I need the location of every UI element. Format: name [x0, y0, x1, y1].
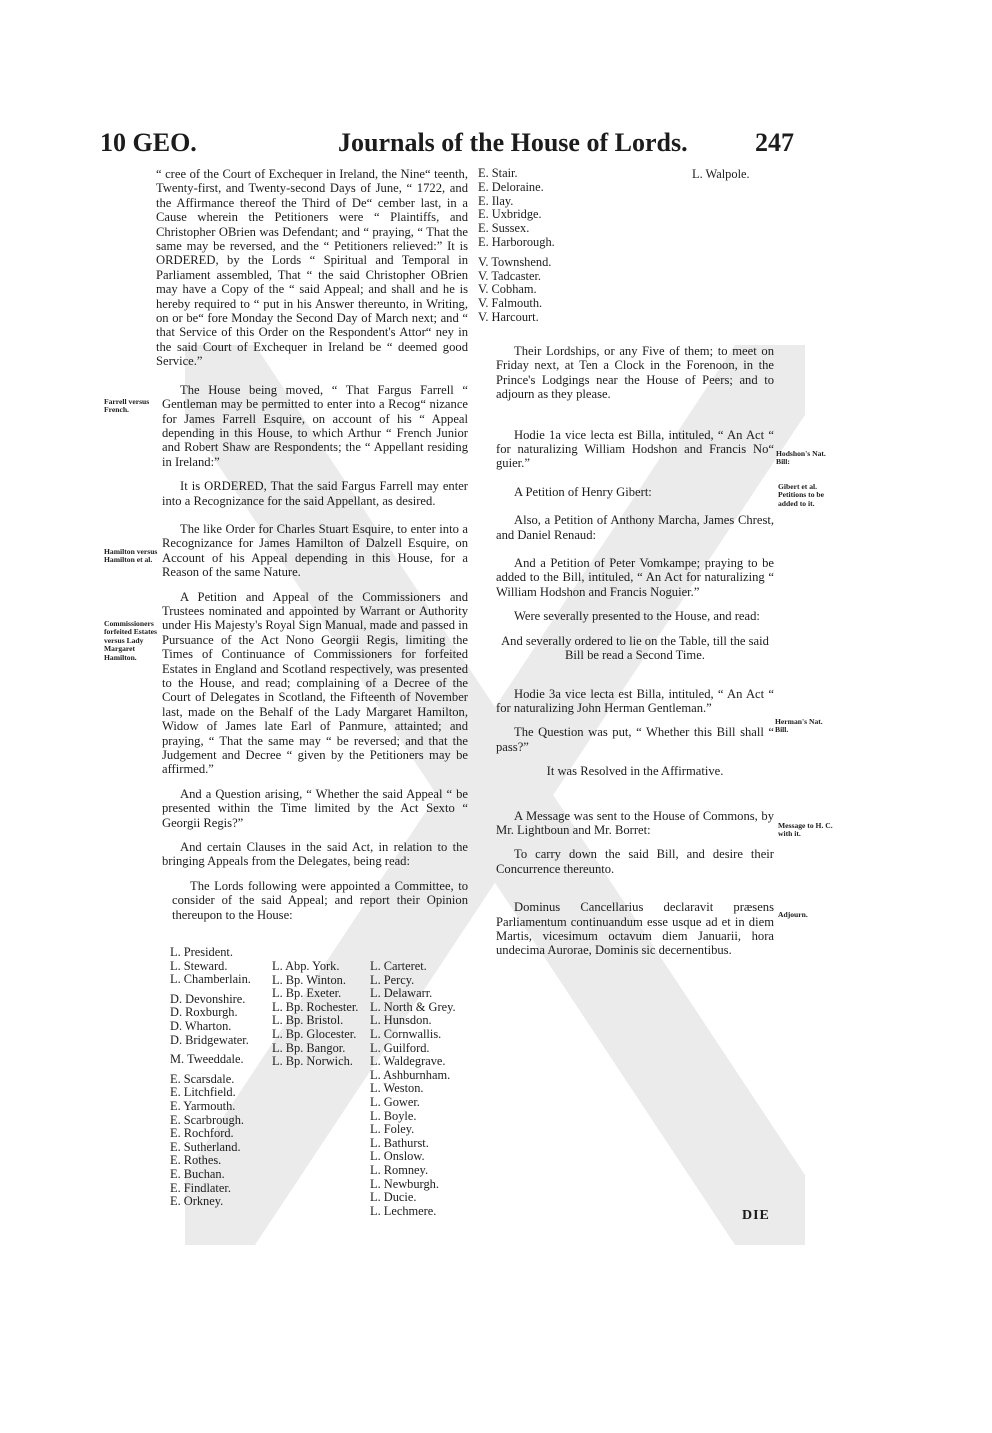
- lord-entry: E. Scarbrough.: [170, 1112, 244, 1127]
- lord-entry: L. Bp. Norwich.: [272, 1054, 353, 1069]
- paragraph-marcha-petition: Also, a Petition of Anthony Marcha, James Chrest, and Daniel Renaud:: [496, 513, 774, 542]
- lord-entry: L. Bp. Exeter.: [272, 986, 342, 1001]
- lord-entry: V. Falmouth.: [478, 296, 543, 311]
- page-number: 247: [755, 128, 794, 157]
- paragraph-herman-bill: Hodie 3a vice lecta est Billa, intituled, “ An Act “ for naturalizing John Herman Gentleman.”: [496, 686, 774, 715]
- margin-note-hamilton: Hamilton versus Hamilton et al.: [104, 547, 158, 565]
- lord-entry: E. Harborough.: [478, 234, 555, 249]
- lords-col-1: [170, 946, 251, 1209]
- lord-entry: L. Bp. Rochester.: [272, 999, 359, 1014]
- lord-entry: L. Romney.: [370, 1162, 429, 1177]
- paragraph-exchequer-order: “ cree of the Court of Exchequer in Ireland, the Nine“ teenth, Twenty-first, and Twenty-second Days of June, “ 1722, and the Affirmance thereof the Third of De“ cember last, in a Cause wherein the Petitioners were “ Plaintiffs, and Christopher OBrien was Defendant; and “ praying, “ That the same may be reversed, and the “ Petitioners relieved:” It is ORDERED, by the Lords “ Spiritual and Temporal in Parliament assembled, That “ the said Christopher OBrien may have a Copy of the “ said Appeal; and shall and he is hereby required to “ put in his Answer thereunto, in Writing, on or be“ fore Monday the Second Day of March next; and “ that Service of this Order on the Respondent's Attor“ ney in the said Court of Exchequer in Ireland be “ deemed good Service.”: [156, 167, 468, 369]
- lord-entry: E. Uxbridge.: [478, 207, 542, 222]
- margin-note-gibert: Gibert et al. Petitions to be added to it.: [778, 482, 824, 508]
- lord-entry: D. Roxburgh.: [170, 1005, 238, 1020]
- lord-entry: L. Weston.: [370, 1081, 424, 1096]
- lord-entry: L. Bp. Winton.: [272, 972, 346, 987]
- lord-entry: E. Sussex.: [478, 221, 530, 236]
- paragraph-presented: Were severally presented to the House, and read:: [514, 609, 760, 624]
- lord-entry: E. Yarmouth.: [170, 1098, 236, 1113]
- lord-entry: L. Percy.: [370, 972, 415, 987]
- paragraph-message: A Message was sent to the House of Commons, by Mr. Lightboun and Mr. Borret:: [496, 808, 774, 837]
- lord-entry: E. Rothes.: [170, 1153, 222, 1168]
- margin-note-herman: Herman's Nat. Bill.: [775, 717, 823, 735]
- lords-col-3: [370, 960, 456, 1218]
- right-column: [496, 344, 774, 968]
- lord-entry: E. Stair.: [478, 166, 518, 180]
- lord-entry: E. Ilay.: [478, 193, 514, 208]
- lord-entry: L. Guilford.: [370, 1040, 430, 1055]
- lord-entry: L. Bp. Bangor.: [272, 1040, 346, 1055]
- paragraph-adjournment: Dominus Cancellarius declaravit præsens Parliamentum continuandum esse usque ad et in diem Martis, vicesimum octavum diem Januarii, hora undecima Aurorae, Dominis sic decernentibus.: [496, 900, 774, 958]
- lord-entry: L. Cornwallis.: [370, 1026, 442, 1041]
- lord-entry: E. Orkney.: [170, 1194, 224, 1209]
- paragraph-question: And a Question arising, “ Whether the said Appeal “ be presented within the Time limited by the Act Sexto “ Georgii Regis?”: [162, 786, 468, 830]
- lord-entry: L. Delawarr.: [370, 986, 433, 1001]
- paragraph-committee-meeting: Their Lordships, or any Five of them; to meet on Friday next, at Ten a Clock in the Forenoon, in the Prince's Lodgings near the House of Peers; and to adjourn as they please.: [496, 344, 774, 402]
- paragraph-carry-down: To carry down the said Bill, and desire their Concurrence thereunto.: [496, 847, 774, 876]
- lord-entry: M. Tweeddale.: [170, 1052, 244, 1067]
- lord-entry: L. Lechmere.: [370, 1203, 437, 1218]
- lord-entry: V. Townshend.: [478, 254, 552, 269]
- paragraph-clauses: And certain Clauses in the said Act, in relation to the bringing Appeals from the Delegates, being read:: [162, 840, 468, 869]
- lord-entry: D. Wharton.: [170, 1018, 232, 1033]
- lord-entry: E. Deloraine.: [478, 179, 544, 194]
- lords-col-2: [272, 960, 358, 1069]
- lord-entry: L. Boyle.: [370, 1108, 417, 1123]
- paragraph-farrell-order: It is ORDERED, That the said Fargus Farrell may enter into a Recognizance for the said Appellant, as desired.: [162, 479, 468, 508]
- lord-entry: L. Chamberlain.: [170, 972, 251, 987]
- lord-entry: E. Litchfield.: [170, 1085, 236, 1100]
- lord-entry: E. Rochford.: [170, 1126, 234, 1141]
- lord-entry: E. Scarsdale.: [170, 1071, 235, 1086]
- committee-lords-continued: [478, 167, 555, 325]
- lord-entry: L. Foley.: [370, 1122, 415, 1137]
- lord-entry: V. Harcourt.: [478, 309, 539, 324]
- paragraph-resolved: It was Resolved in the Affirmative.: [546, 764, 724, 779]
- lord-entry: L. Bathurst.: [370, 1135, 429, 1150]
- margin-note-hodshon: Hodshon's Nat. Bill:: [776, 449, 826, 467]
- lord-entry: L. Carteret.: [370, 959, 427, 973]
- lord-entry: E. Findlater.: [170, 1180, 231, 1195]
- margin-note-farrell: Farrell versus French.: [104, 397, 150, 415]
- paragraph-question-pass: The Question was put, “ Whether this Bill shall “ pass?”: [496, 725, 774, 754]
- lord-entry: L. Ducie.: [370, 1190, 417, 1205]
- lord-entry: D. Bridgewater.: [170, 1032, 249, 1047]
- regnal-year: 10 GEO.: [100, 128, 197, 157]
- lord-entry: L. President.: [170, 945, 233, 959]
- margin-note-adjourn: Adjourn.: [778, 910, 808, 919]
- lord-entry-walpole: L. Walpole.: [692, 167, 750, 181]
- lord-entry: V. Cobham.: [478, 282, 537, 297]
- lord-entry: L. Hunsdon.: [370, 1013, 432, 1028]
- paragraph-lie-on-table: And severally ordered to lie on the Table, till the said Bill be read a Second Time.: [501, 633, 769, 663]
- lord-entry: V. Tadcaster.: [478, 268, 542, 283]
- paragraph-committee: The Lords following were appointed a Committee, to consider of the said Appeal; and report their Opinion thereupon to the House:: [172, 878, 468, 922]
- page-header: [100, 128, 822, 168]
- margin-note-message: Message to H. C. with it.: [778, 821, 833, 839]
- left-column: [156, 167, 468, 932]
- lord-entry: L. Ashburnham.: [370, 1067, 451, 1082]
- lord-entry: E. Buchan.: [170, 1166, 225, 1181]
- margin-note-commissioners: Commissioners forfeited Estates versus Lady Margaret Hamilton.: [104, 619, 157, 662]
- lord-entry: L. Gower.: [370, 1094, 420, 1109]
- paragraph-hamilton-order: The like Order for Charles Stuart Esquire, to enter into a Recognizance for James Hamilton of Dalzell Esquire, on Account of his Appeal depending in this House, for a Reason of the same Nature.: [162, 521, 468, 580]
- paragraph-farrell-motion: The House being moved, “ That Fargus Farrell “ Gentleman may be permitted to enter into a Recog“ nizance for James Farrell Esquire, on account of his “ Appeal depending in this House, to which Arthur “ French Junior and Robert Shaw are Respondents; the “ Appellant residing in Ireland:”: [162, 382, 468, 469]
- lord-entry: L. Waldegrave.: [370, 1054, 446, 1069]
- paragraph-vomkampe-petition: And a Petition of Peter Vomkampe; praying to be added to the Bill, intituled, “ An Act for naturalizing “ William Hodshon and Francis Noguier.”: [496, 556, 774, 599]
- lord-entry: L. Bp. Glocester.: [272, 1026, 357, 1041]
- lord-entry: L. North & Grey.: [370, 999, 456, 1014]
- lord-entry: E. Sutherland.: [170, 1139, 241, 1154]
- paragraph-hodshon-bill: Hodie 1a vice lecta est Billa, intituled, “ An Act “ for naturalizing William Hodshon and Francis No“ guier.”: [496, 427, 774, 471]
- paragraph-gibert-petition: A Petition of Henry Gibert:: [514, 484, 652, 499]
- journal-title: Journals of the House of Lords.: [338, 128, 688, 157]
- lord-entry: L. Abp. York.: [272, 959, 340, 973]
- lord-entry: L. Newburgh.: [370, 1176, 439, 1191]
- lord-entry: L. Steward.: [170, 958, 228, 973]
- paragraph-commissioners-appeal: A Petition and Appeal of the Commissioners and Trustees nominated and appointed by Warrant or Authority under His Majesty's Royal Sign Manual, made and passed in Pursuance of the Act Nono Georgii Regis, limiting the Times of Continuance of Commissioners for forfeited Estates in England and Scotland respectively, was presented to the House, and read; complaining of a Decree of the Court of Delegates in Scotland, the Fifteenth of November last, made on the Behalf of the Lady Margaret Hamilton, Widow of James late Earl of Panmure, attainted; and praying, “ That the same may “ be reversed; and that the Judgement and Decree “ given by the Petitioners may be affirmed.”: [162, 589, 468, 777]
- catchword: DIE: [742, 1208, 770, 1223]
- lord-entry: D. Devonshire.: [170, 991, 246, 1006]
- lord-entry: L. Onslow.: [370, 1149, 425, 1164]
- lord-entry: L. Bp. Bristol.: [272, 1013, 344, 1028]
